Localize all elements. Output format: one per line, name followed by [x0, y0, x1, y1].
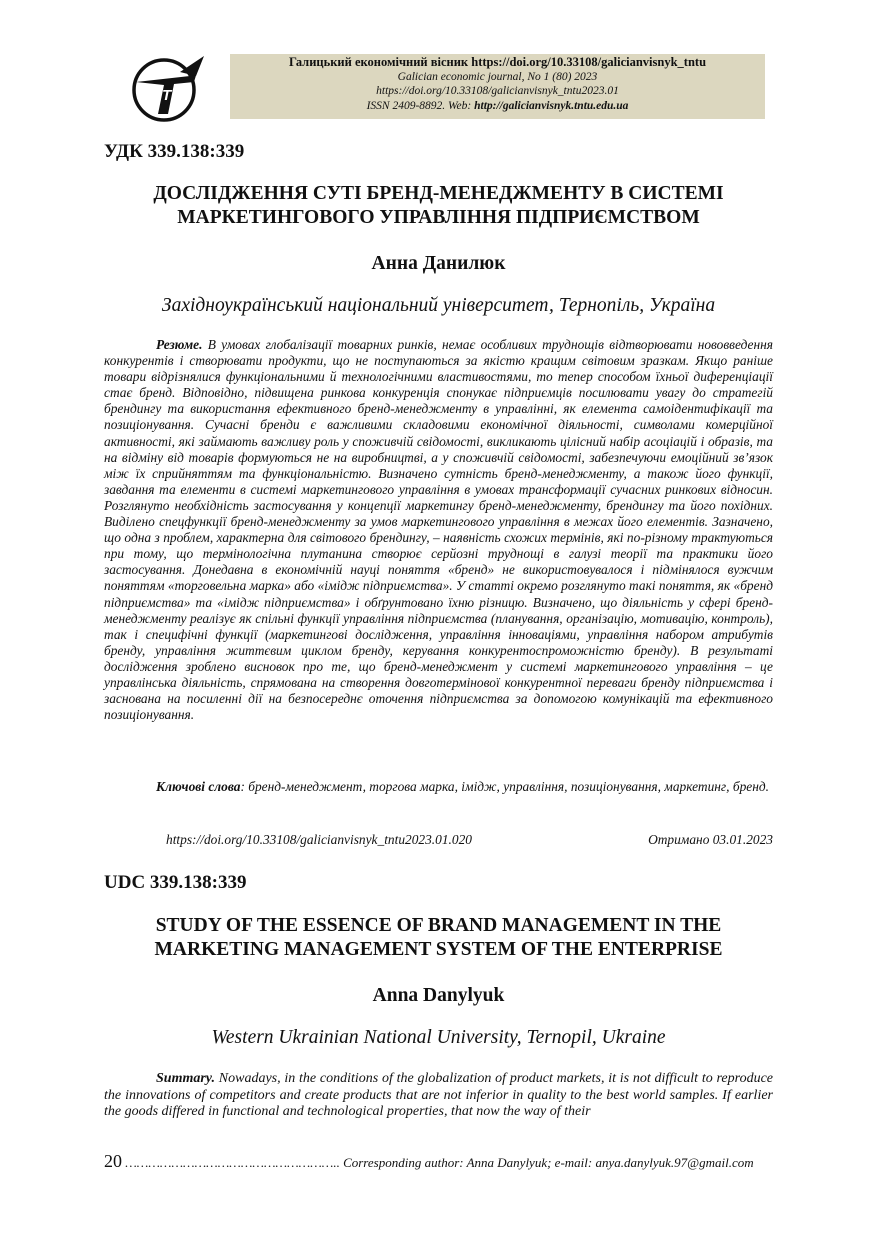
- summary-en: [104, 1071, 773, 1121]
- article-title-en: [104, 914, 773, 962]
- keywords-text: : бренд-менеджмент, торгова марка, імідж, управління, позиціонування, маркетинг, бренд.: [240, 779, 769, 794]
- page-footer: [104, 1151, 773, 1172]
- abstract-ua: [104, 337, 773, 723]
- journal-doi-line: https://doi.org/10.33108/galicianvisnyk_tntu2023.01: [376, 85, 619, 97]
- issn-text: ISSN 2409-8892. Web:: [366, 99, 475, 112]
- title-ua-line-2: МАРКЕТИНГОВОГО УПРАВЛІННЯ ПІДПРИЄМСТВОМ: [177, 207, 700, 228]
- title-ua-line-1: ДОСЛІДЖЕННЯ СУТІ БРЕНД-МЕНЕДЖМЕНТУ В СИСТЕМІ: [153, 183, 724, 204]
- udc-code: UDC 339.138:339: [104, 872, 247, 893]
- affiliation-ua: Західноукраїнський національний університет, Тернопіль, Україна: [161, 295, 716, 316]
- abstract-text: В умовах глобалізації товарних ринків, немає особливих труднощів відтворювати нововведення конкурентів і створювати продукти, що не поступаються за якістю кращим світовим зразкам. Якщо раніше товари відрізнялися функціональними й технологічними властивостями, то тепер способом їхньої диференціації стає бренд. Відповідно, підвищена ринкова конкуренція спонукає підприємців посилювати увагу до стратегій брендингу та використання ефективного бренд-менеджменту в управлінні, як елемента самоідентифікації та позиціонування. Сучасні бренди є важливими складовими економічної діяльності, символами комерційної активності, які займають важливу роль у споживчій свідомості, викликають цілісний набір асоціацій і образів, та на відміну від товарів формуються не на виробництві, а у споживчій свідомості, забезпечуючи емоційний зв’язок між їх сприйняттям та функціональністю. Визначено сутність бренд-менеджменту, а також його функції, завдання та елементи в системі маркетингового управління в умовах трансформації сучасних ринкових відносин. Розглянуто необхідність застосування у концепції маркетингу бренд-менеджменту, брендингу та його похідних. Виділено спецфункції бренд-менеджменту за умов маркетингового управління в межах його елементів. Зазначено, що одна з проблем, характерна для світового брендингу, – наявність схожих термінів, які по-різному трактуються при тому, що термінологічна плутанина створює серйозні труднощі в галузі теорії та практики його застосування. Донедавна в економічній науці поняття «бренд» не використовувалося і підмінялося вужчим поняттям «торговельна марка» або «імідж підприємства». У статті окремо розглянуто такі поняття, як «бренд підприємства» та «імідж підприємства» і обґрунтовано їхню різницю. Визначено, що діяльність у сфері бренд-менеджменту реалізує як спільні функції управління підприємства (планування, організацію, мотивацію, контроль), так і специфічні функції (маркетингові дослідження, управління інноваціями, управління набором атрибутів бренду, управління життєвим циклом бренду, керування конкурентоспроможністю бренду). В результаті дослідження зроблено висновок про те, що бренд-менеджмент у системі маркетингового управління – це управлінська діяльність, спрямована на створення довготермінової конкурентної переваги бренду підприємства і заснована на посиленні дії на безпосереднє оточення підприємства за допомогою комунікацій та ефективного позиціонування.: [104, 337, 773, 723]
- summary-label: Summary.: [156, 1071, 215, 1086]
- logo-lettering: ТНТУ: [142, 87, 182, 104]
- affiliation-en: Western Ukrainian National University, Ternopil, Ukraine: [211, 1027, 666, 1048]
- journal-title-line: Галицький економічний вісник https://doi.org/10.33108/galicianvisnyk_tntu: [288, 55, 707, 69]
- page-number: 20: [104, 1151, 122, 1171]
- title-en-line-2: MARKETING MANAGEMENT SYSTEM OF THE ENTERPRISE: [154, 939, 723, 960]
- received-date: Отримано 03.01.2023: [648, 832, 773, 847]
- summary-text: Nowadays, in the conditions of the globalization of product markets, it is not difficult to reproduce the innovations of competitors and create products that are not inferior in quality to the best world samples. If earlier the goods differed in functional and technological properties, that now the way of their: [104, 1071, 773, 1120]
- corresponding-author: Corresponding author: Anna Danylyuk; e-mail: anya.danylyuk.97@gmail.com: [343, 1155, 754, 1170]
- udk-code: УДК 339.138:339: [104, 141, 245, 162]
- article-doi-link[interactable]: https://doi.org/10.33108/galicianvisnyk_tntu2023.01.020: [166, 832, 472, 847]
- journal-issue-line: Galician economic journal, No 1 (80) 2023: [397, 70, 598, 83]
- footer-dots: ………………………………………………..: [122, 1155, 344, 1170]
- abstract-label: Резюме.: [156, 337, 203, 352]
- journal-issn-line: [230, 99, 765, 114]
- keywords-label: Ключові слова: [156, 779, 241, 794]
- journal-web-link[interactable]: http://galicianvisnyk.tntu.edu.ua: [474, 99, 629, 112]
- journal-header: [230, 54, 765, 119]
- article-title-ua: [104, 182, 773, 230]
- title-en-line-1: STUDY OF THE ESSENCE OF BRAND MANAGEMENT IN THE: [155, 915, 722, 936]
- author-ua: Анна Данилюк: [371, 253, 506, 274]
- author-en: Anna Danylyuk: [372, 985, 505, 1006]
- keywords-ua: [104, 779, 773, 795]
- tntu-logo: [128, 52, 206, 124]
